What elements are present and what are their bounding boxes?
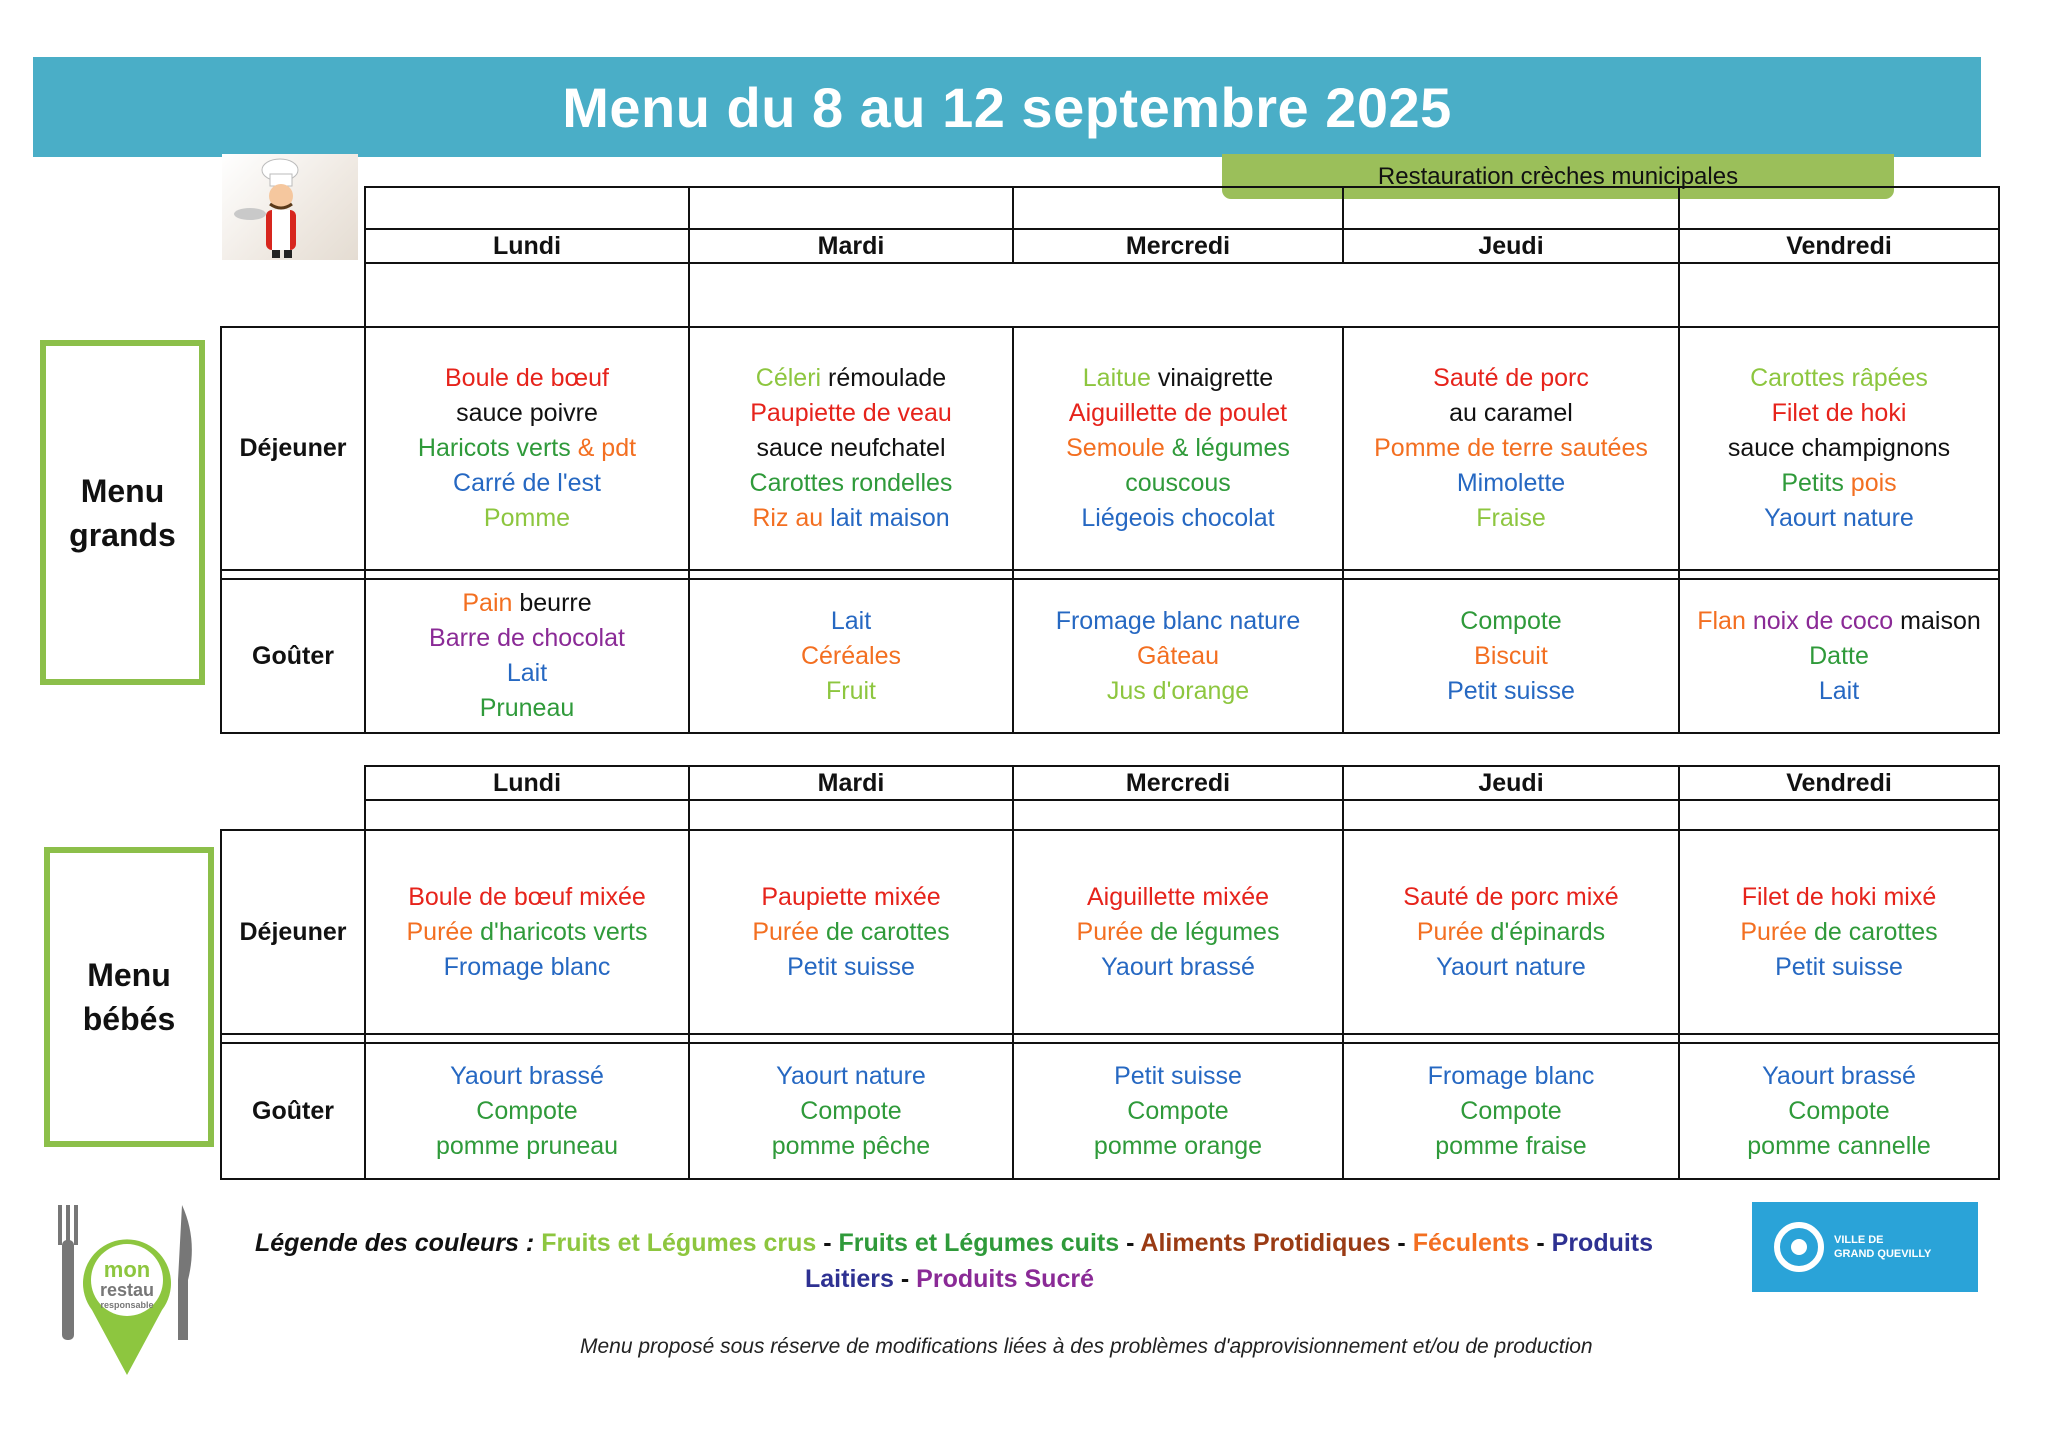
menu-item-text: vinaigrette	[1157, 364, 1274, 392]
menu-line	[1014, 1129, 1342, 1164]
menu-cell	[689, 1043, 1013, 1179]
menu-line	[366, 656, 688, 691]
menu-line	[1680, 431, 1998, 466]
menu-cell	[365, 1043, 689, 1179]
menu-item-text: Pain	[462, 589, 520, 617]
blank-cell	[1013, 800, 1343, 830]
menu-line	[690, 431, 1012, 466]
menu-line	[1344, 639, 1678, 674]
menu-item-text: Céréales	[800, 641, 902, 670]
menu-line	[690, 361, 1012, 396]
blank-cell	[1013, 187, 1343, 229]
menu-grands-label	[40, 340, 205, 685]
menu-bebes-table	[220, 765, 2000, 1180]
menu-item-text: Pruneau	[479, 694, 575, 722]
menu-line	[366, 691, 688, 726]
menu-cell	[1679, 1043, 1999, 1179]
menu-item-text: Lait	[506, 659, 548, 687]
menu-line	[1680, 1094, 1998, 1129]
menu-item-text: Yaourt brassé	[450, 1061, 604, 1090]
menu-item-text: sauce neufchatel	[756, 434, 946, 462]
menu-item-text: Sauté de porc	[1433, 364, 1589, 392]
subtitle-badge: Restauration crèches municipales	[1222, 154, 1894, 199]
menu-line	[1014, 915, 1342, 950]
menu-line	[366, 396, 688, 431]
corner-spacer	[221, 229, 365, 263]
menu-cell	[1679, 830, 1999, 1034]
menu-item-text: Carottes râpées	[1750, 364, 1928, 392]
menu-cell	[1013, 1043, 1343, 1179]
menu-item-text: Flan	[1697, 606, 1753, 635]
row-separator	[689, 1034, 1013, 1043]
menu-line	[1344, 361, 1678, 396]
menu-line	[690, 396, 1012, 431]
menu-item-text: pomme pêche	[771, 1131, 931, 1160]
day-header: Lundi	[365, 766, 689, 800]
row-separator	[221, 570, 365, 579]
menu-item-text: Compote	[800, 1096, 902, 1125]
menu-item-text: Purée	[406, 917, 481, 946]
menu-line	[1680, 361, 1998, 396]
menu-line	[690, 466, 1012, 501]
menu-item-text: pois	[1850, 469, 1897, 497]
day-header: Vendredi	[1679, 766, 1999, 800]
menu-line	[1680, 950, 1998, 985]
row-separator	[1343, 570, 1679, 579]
menu-item-text: noix de coco	[1752, 606, 1901, 635]
menu-line	[1680, 674, 1998, 709]
menu-item-text: Paupiette mixée	[761, 882, 941, 911]
menu-line	[1344, 431, 1678, 466]
row-label-gouter: Goûter	[221, 1043, 365, 1179]
blank-cell	[689, 187, 1013, 229]
menu-line	[366, 1129, 688, 1164]
menu-line	[1344, 466, 1678, 501]
menu-line	[1014, 674, 1342, 709]
row-label-dejeuner: Déjeuner	[221, 830, 365, 1034]
row-separator	[689, 570, 1013, 579]
menu-item-text: Riz au	[752, 504, 831, 532]
legend-separator: -	[900, 1265, 917, 1293]
menu-item-text: Liégeois chocolat	[1081, 504, 1275, 532]
menu-item-text: Carré de l'est	[453, 469, 601, 497]
menu-item-text: Petit suisse	[1114, 1061, 1242, 1090]
menu-item-text: sauce champignons	[1727, 434, 1951, 462]
city-logo-line2: GRAND QUEVILLY	[1834, 1248, 1932, 1260]
menu-line	[1014, 639, 1342, 674]
menu-item-text: Compote	[1460, 1096, 1562, 1125]
menu-cell	[1343, 1043, 1679, 1179]
blank-cell	[689, 263, 1679, 327]
menu-item-text: Lait	[1818, 676, 1860, 705]
menu-line	[1680, 1129, 1998, 1164]
menu-item-text: Yaourt nature	[776, 1061, 926, 1090]
row-separator	[221, 1034, 365, 1043]
legend-label: Légende des couleurs :	[255, 1229, 542, 1257]
menu-item-text: Petit suisse	[1447, 676, 1575, 705]
menu-item-text: Compote	[476, 1096, 578, 1125]
row-separator	[365, 1034, 689, 1043]
blank-cell	[1679, 800, 1999, 830]
menu-line	[366, 1059, 688, 1094]
menu-line	[1344, 950, 1678, 985]
menu-cell	[689, 327, 1013, 570]
menu-line	[366, 915, 688, 950]
menu-cell	[1343, 327, 1679, 570]
menu-item-text: & légumes	[1171, 434, 1290, 462]
menu-line	[1344, 880, 1678, 915]
menu-line	[690, 604, 1012, 639]
menu-item-text: Fromage blanc nature	[1055, 606, 1301, 635]
menu-item-text: Filet de hoki	[1771, 399, 1907, 427]
menu-line	[1680, 639, 1998, 674]
blank-cell	[1343, 800, 1679, 830]
menu-grands-label-line2: grands	[69, 516, 176, 553]
row-separator	[1343, 1034, 1679, 1043]
menu-line	[1680, 1059, 1998, 1094]
legend-dairy-1: Produits	[1551, 1229, 1654, 1257]
menu-item-text: pomme orange	[1093, 1131, 1263, 1160]
row-separator	[1013, 570, 1343, 579]
blank-cell	[365, 263, 689, 327]
grand-quevilly-logo	[1752, 1202, 1978, 1292]
menu-item-text: Jus d'orange	[1106, 676, 1250, 705]
menu-line	[1680, 396, 1998, 431]
menu-item-text: de carottes	[825, 917, 950, 946]
menu-item-text: Fromage blanc	[1427, 1061, 1595, 1090]
row-separator	[365, 570, 689, 579]
menu-line	[690, 1059, 1012, 1094]
row-separator	[1679, 570, 1999, 579]
menu-item-text: de carottes	[1813, 917, 1938, 946]
day-header: Vendredi	[1679, 229, 1999, 263]
menu-line	[690, 915, 1012, 950]
menu-line	[366, 1094, 688, 1129]
menu-item-text: Compote	[1460, 606, 1562, 635]
menu-item-text: Purée	[752, 917, 826, 946]
row-separator	[1679, 1034, 1999, 1043]
menu-item-text: Barre de chocolat	[429, 624, 625, 652]
menu-item-text: Purée	[1076, 917, 1151, 946]
menu-item-text: Purée	[1740, 917, 1814, 946]
menu-line	[366, 361, 688, 396]
menu-line	[1014, 396, 1342, 431]
menu-line	[1014, 1094, 1342, 1129]
menu-item-text: sauce poivre	[456, 399, 598, 427]
menu-item-text: couscous	[1125, 469, 1231, 497]
menu-item-text: Pomme	[483, 504, 571, 532]
menu-cell	[1013, 327, 1343, 570]
menu-item-text: Yaourt nature	[1436, 952, 1586, 981]
menu-item-text: pomme pruneau	[435, 1131, 619, 1160]
menu-line	[1680, 915, 1998, 950]
color-legend	[255, 1225, 1655, 1297]
row-separator	[1013, 1034, 1343, 1043]
menu-item-text: Yaourt brassé	[1762, 1061, 1916, 1090]
menu-item-text: d'haricots verts	[480, 917, 648, 946]
footnote: Menu proposé sous réserve de modifications liées à des problèmes d'approvisionnement et/ou de production	[580, 1335, 1593, 1358]
menu-line	[1344, 396, 1678, 431]
menu-bebes-label-line2: bébés	[82, 1001, 176, 1037]
menu-item-text: Boule de bœuf mixée	[408, 882, 646, 911]
row-label-dejeuner: Déjeuner	[221, 327, 365, 570]
menu-item-text: Petit suisse	[1775, 952, 1903, 981]
menu-item-text: & pdt	[577, 434, 637, 462]
legend-separator: -	[1536, 1229, 1552, 1257]
menu-item-text: Yaourt nature	[1764, 504, 1914, 532]
menu-line	[1344, 604, 1678, 639]
day-header: Mercredi	[1013, 766, 1343, 800]
menu-line	[366, 586, 688, 621]
row-label-gouter: Goûter	[221, 579, 365, 733]
menu-line	[366, 880, 688, 915]
menu-item-text: Fromage blanc	[443, 952, 611, 981]
menu-item-text: Datte	[1809, 641, 1869, 670]
legend-cooked: Fruits et Légumes cuits	[838, 1229, 1120, 1257]
legend-protein: Aliments Protidiques	[1140, 1229, 1391, 1257]
menu-item-text: Yaourt brassé	[1101, 952, 1255, 981]
menu-item-text: d'épinards	[1490, 917, 1606, 946]
menu-cell	[1679, 579, 1999, 733]
blank-cell	[1679, 263, 1999, 327]
menu-line	[1014, 604, 1342, 639]
menu-item-text: pomme cannelle	[1747, 1131, 1931, 1160]
menu-line	[690, 880, 1012, 915]
menu-line	[1344, 915, 1678, 950]
menu-item-text: au caramel	[1449, 399, 1573, 427]
corner-spacer	[221, 800, 365, 830]
menu-line	[690, 1094, 1012, 1129]
menu-item-text: Carottes rondelles	[749, 469, 953, 497]
corner-spacer	[221, 263, 365, 327]
menu-item-text: Fraise	[1476, 504, 1546, 532]
menu-item-text: Boule de bœuf	[445, 364, 609, 392]
menu-line	[1344, 1059, 1678, 1094]
menu-item-text: Compote	[1788, 1096, 1890, 1125]
menu-line	[690, 950, 1012, 985]
menu-line	[1014, 431, 1342, 466]
menu-line	[366, 466, 688, 501]
menu-item-text: lait maison	[830, 504, 950, 532]
menu-cell	[689, 579, 1013, 733]
menu-bebes-label-line1: Menu	[87, 957, 171, 993]
menu-item-text: Mimolette	[1456, 469, 1566, 497]
menu-cell	[1013, 579, 1343, 733]
menu-line	[690, 639, 1012, 674]
legend-separator: -	[823, 1229, 839, 1257]
logo-text-mon: mon	[103, 1257, 151, 1282]
menu-item-text: Aiguillette mixée	[1086, 882, 1270, 911]
menu-cell	[365, 830, 689, 1034]
menu-cell	[1679, 327, 1999, 570]
menu-item-text: Biscuit	[1474, 641, 1548, 670]
menu-line	[1014, 880, 1342, 915]
menu-line	[1680, 880, 1998, 915]
menu-item-text: Céleri	[755, 364, 829, 392]
corner-spacer	[221, 187, 365, 229]
menu-line	[1344, 501, 1678, 536]
menu-line	[1344, 1094, 1678, 1129]
menu-cell	[1343, 830, 1679, 1034]
menu-cell	[689, 830, 1013, 1034]
menu-cell	[1013, 830, 1343, 1034]
blank-cell	[365, 187, 689, 229]
menu-line	[1014, 466, 1342, 501]
menu-item-text: Sauté de porc mixé	[1403, 882, 1619, 911]
menu-item-text: pomme fraise	[1435, 1131, 1587, 1160]
day-header: Lundi	[365, 229, 689, 263]
menu-line	[1014, 1059, 1342, 1094]
legend-dairy-2: Laitiers	[805, 1265, 894, 1293]
menu-item-text: Semoule	[1066, 434, 1172, 462]
legend-starch: Féculents	[1412, 1229, 1530, 1257]
menu-cell	[365, 327, 689, 570]
legend-raw: Fruits et Légumes crus	[541, 1229, 817, 1257]
mon-restau-responsable-logo	[52, 1200, 202, 1375]
blank-cell	[689, 800, 1013, 830]
menu-item-text: maison	[1900, 606, 1981, 635]
menu-line	[366, 501, 688, 536]
menu-line	[366, 950, 688, 985]
logo-text-responsable: responsable	[100, 1300, 154, 1310]
menu-item-text: Gâteau	[1136, 641, 1219, 670]
menu-line	[366, 431, 688, 466]
menu-item-text: Purée	[1416, 917, 1491, 946]
menu-item-text: Fruit	[826, 676, 876, 705]
menu-item-text: Aiguillette de poulet	[1068, 399, 1288, 427]
menu-line	[1344, 1129, 1678, 1164]
menu-item-text: Laitue	[1082, 364, 1158, 392]
menu-cell	[1343, 579, 1679, 733]
corner-spacer	[221, 766, 365, 800]
menu-line	[1014, 501, 1342, 536]
day-header: Jeudi	[1343, 229, 1679, 263]
day-header: Mardi	[689, 229, 1013, 263]
menu-grands-label-line1: Menu	[80, 472, 165, 509]
menu-cell	[365, 579, 689, 733]
menu-item-text: Pomme de terre sautées	[1374, 434, 1648, 462]
menu-item-text: Compote	[1127, 1096, 1229, 1125]
menu-item-text: de légumes	[1150, 917, 1280, 946]
menu-line	[690, 1129, 1012, 1164]
menu-item-text: rémoulade	[828, 364, 947, 392]
menu-item-text: beurre	[519, 589, 592, 617]
blank-cell	[1679, 187, 1999, 229]
page-title: Menu du 8 au 12 septembre 2025	[33, 57, 1981, 157]
legend-separator: -	[1126, 1229, 1141, 1257]
menu-line	[690, 501, 1012, 536]
menu-line	[366, 621, 688, 656]
menu-line	[690, 674, 1012, 709]
day-header: Mercredi	[1013, 229, 1343, 263]
city-logo-line1: VILLE DE	[1834, 1234, 1884, 1246]
menu-line	[1014, 950, 1342, 985]
menu-grands-table	[220, 186, 2000, 734]
menu-line	[1014, 361, 1342, 396]
blank-cell	[1343, 187, 1679, 229]
logo-text-restau: restau	[99, 1280, 155, 1300]
menu-line	[1344, 674, 1678, 709]
menu-item-text: Lait	[830, 606, 872, 635]
menu-line	[1680, 604, 1998, 639]
day-header: Mardi	[689, 766, 1013, 800]
legend-separator: -	[1397, 1229, 1413, 1257]
menu-item-text: Haricots verts	[417, 434, 578, 462]
menu-item-text: Paupiette de veau	[750, 399, 952, 427]
menu-bebes-label	[44, 847, 214, 1147]
blank-cell	[365, 800, 689, 830]
menu-line	[1680, 466, 1998, 501]
menu-line	[1680, 501, 1998, 536]
menu-item-text: Petit suisse	[787, 952, 915, 981]
menu-item-text: Filet de hoki mixé	[1741, 882, 1937, 911]
legend-sweet: Produits Sucré	[916, 1265, 1094, 1293]
day-header: Jeudi	[1343, 766, 1679, 800]
city-logo-icon	[1772, 1220, 1826, 1274]
menu-item-text: Petits	[1781, 469, 1851, 497]
